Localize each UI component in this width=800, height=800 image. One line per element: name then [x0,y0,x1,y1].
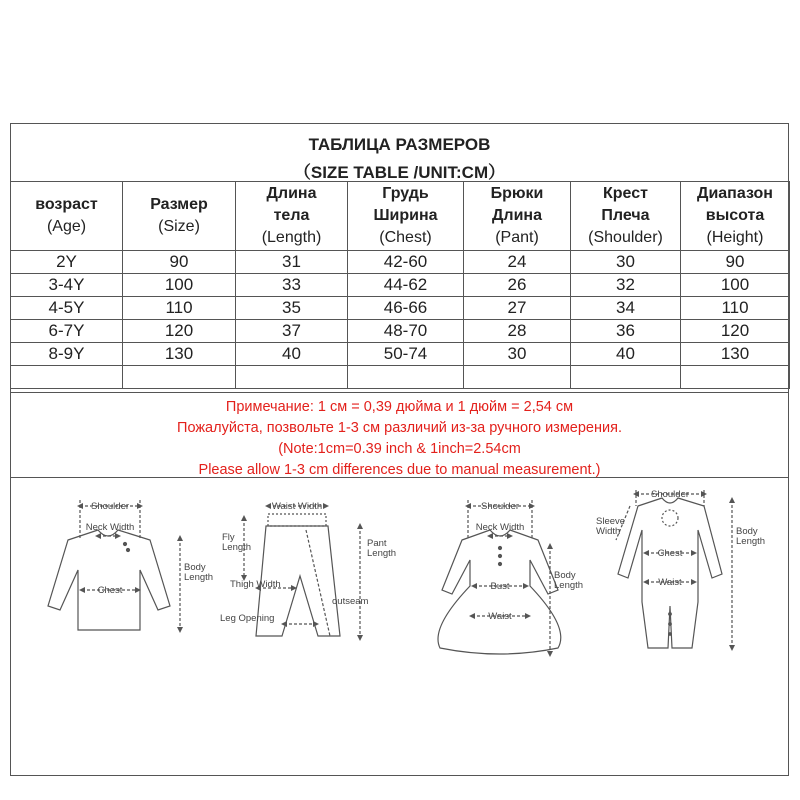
table-cell: 4-5Y [11,297,123,320]
table-cell: 33 [236,274,348,297]
table-body [11,251,790,389]
column-header-en: (Height) [706,229,764,246]
column-header-en: (Pant) [495,229,539,246]
column-header-en: (Length) [261,229,322,246]
dress-bust-label: Bust [490,581,510,592]
table-cell [464,366,571,389]
table-row [11,297,790,320]
note-line: Please allow 1-3 cm differences due to manual measurement.) [198,462,601,478]
column-header-ru: Крест [603,185,648,202]
column-header [464,182,571,251]
size-table [10,181,790,389]
table-cell: 130 [681,343,790,366]
note-line: (Note:1cm=0.39 inch & 1inch=2.54cm [278,441,521,457]
pants-leg-label: Leg Opening [220,613,275,624]
column-header-ru: возраст [35,196,98,213]
table-cell: 3-4Y [11,274,123,297]
table-cell: 100 [123,274,236,297]
shirt-neck-label: Neck Width [85,522,135,533]
column-header-ru: Грудь [382,185,429,202]
column-header [681,182,790,251]
column-header-ru: Диапазон [697,185,773,202]
column-header-ru: высота [705,207,765,224]
dress-waist-label: Waist [488,611,512,622]
column-header-ru: Длина [266,185,317,202]
column-header-ru: Ширина [373,207,438,224]
dress-shoulder-label: Shoulder [480,501,520,512]
table-cell: 26 [464,274,571,297]
table-cell [571,366,681,389]
title-block [10,123,789,181]
table-cell: 35 [236,297,348,320]
table-cell: 24 [464,251,571,274]
table-row [11,274,790,297]
table-cell: 42-60 [348,251,464,274]
table-row [11,320,790,343]
table-cell: 37 [236,320,348,343]
table-cell: 2Y [11,251,123,274]
table-cell: 32 [571,274,681,297]
page-subtitle: （SIZE TABLE /UNIT:CM） [293,163,506,182]
table-row [11,366,790,389]
dress-length-label: Length [554,580,584,591]
column-header [571,182,681,251]
table-cell [123,366,236,389]
pants-outseam-label: outseam [332,596,369,607]
table-cell: 120 [123,320,236,343]
romper-diagram [616,490,732,648]
table-cell: 36 [571,320,681,343]
table-cell: 120 [681,320,790,343]
measurement-diagrams [10,478,789,776]
shirt-shoulder-label: Shoulder [90,501,130,512]
table-cell: 40 [571,343,681,366]
table-cell: 90 [681,251,790,274]
table-cell: 48-70 [348,320,464,343]
table-cell: 44-62 [348,274,464,297]
table-cell: 30 [464,343,571,366]
table-cell: 28 [464,320,571,343]
pants-pant-label: Pant [367,538,387,549]
column-header-en: (Size) [158,218,200,235]
table-cell [348,366,464,389]
table-cell: 50-74 [348,343,464,366]
column-header-en: (Shoulder) [588,229,663,246]
table-cell: 100 [681,274,790,297]
note-line: Пожалуйста, позвольте 1-3 см различий из-за ручного измерения. [177,420,622,436]
table-cell: 8-9Y [11,343,123,366]
table-cell: 130 [123,343,236,366]
column-header [348,182,464,251]
pants-waist-label: Waist Width [271,501,323,512]
table-cell [681,366,790,389]
column-header-ru: Плеча [601,207,650,224]
pants-thigh-label: Thigh Width [230,579,281,590]
dress-neck-label: Neck Width [475,522,525,533]
measurement-notes [10,392,789,478]
shirt-length-label: Length [184,572,214,583]
shirt-body-label: Body [184,562,206,573]
table-cell: 46-66 [348,297,464,320]
shirt-diagram [48,500,180,630]
table-cell: 90 [123,251,236,274]
column-header-en: (Chest) [379,229,432,246]
column-header [123,182,236,251]
romper-width-label: Width [596,526,621,537]
pants-pant-length-label: Length [367,548,397,559]
romper-length-label: Length [736,536,766,547]
table-row [11,251,790,274]
table-cell: 6-7Y [11,320,123,343]
table-cell: 110 [123,297,236,320]
romper-chest-label: Chest [657,548,683,559]
column-header-ru: Размер [150,196,208,213]
table-cell: 30 [571,251,681,274]
table-cell [236,366,348,389]
table-cell [11,366,123,389]
table-row [11,343,790,366]
shirt-outline [48,530,170,630]
page-title: ТАБЛИЦА РАЗМЕРОВ [308,135,491,154]
table-cell: 27 [464,297,571,320]
dress-body-label: Body [554,570,576,581]
column-header-en: (Age) [46,218,87,235]
shirt-chest-label: Chest [97,585,123,596]
pants-fly-label: Fly [222,532,235,543]
column-header-ru: Длина [492,207,542,224]
romper-shoulder-label: Shoulder [650,489,690,500]
column-header-ru: тела [273,207,310,224]
table-cell: 110 [681,297,790,320]
column-header-ru: Брюки [490,185,544,202]
romper-body-label: Body [736,526,758,537]
column-header [236,182,348,251]
romper-sleeve-label: Sleeve [596,516,626,527]
pants-fly-length-label: Length [222,542,252,553]
table-cell: 34 [571,297,681,320]
column-header [11,182,123,251]
note-line: Примечание: 1 см = 0,39 дюйма и 1 дюйм = 2,54 см [225,399,574,415]
table-cell: 40 [236,343,348,366]
romper-waist-label: Waist [658,577,682,588]
table-cell: 31 [236,251,348,274]
table-header-row [11,182,790,251]
